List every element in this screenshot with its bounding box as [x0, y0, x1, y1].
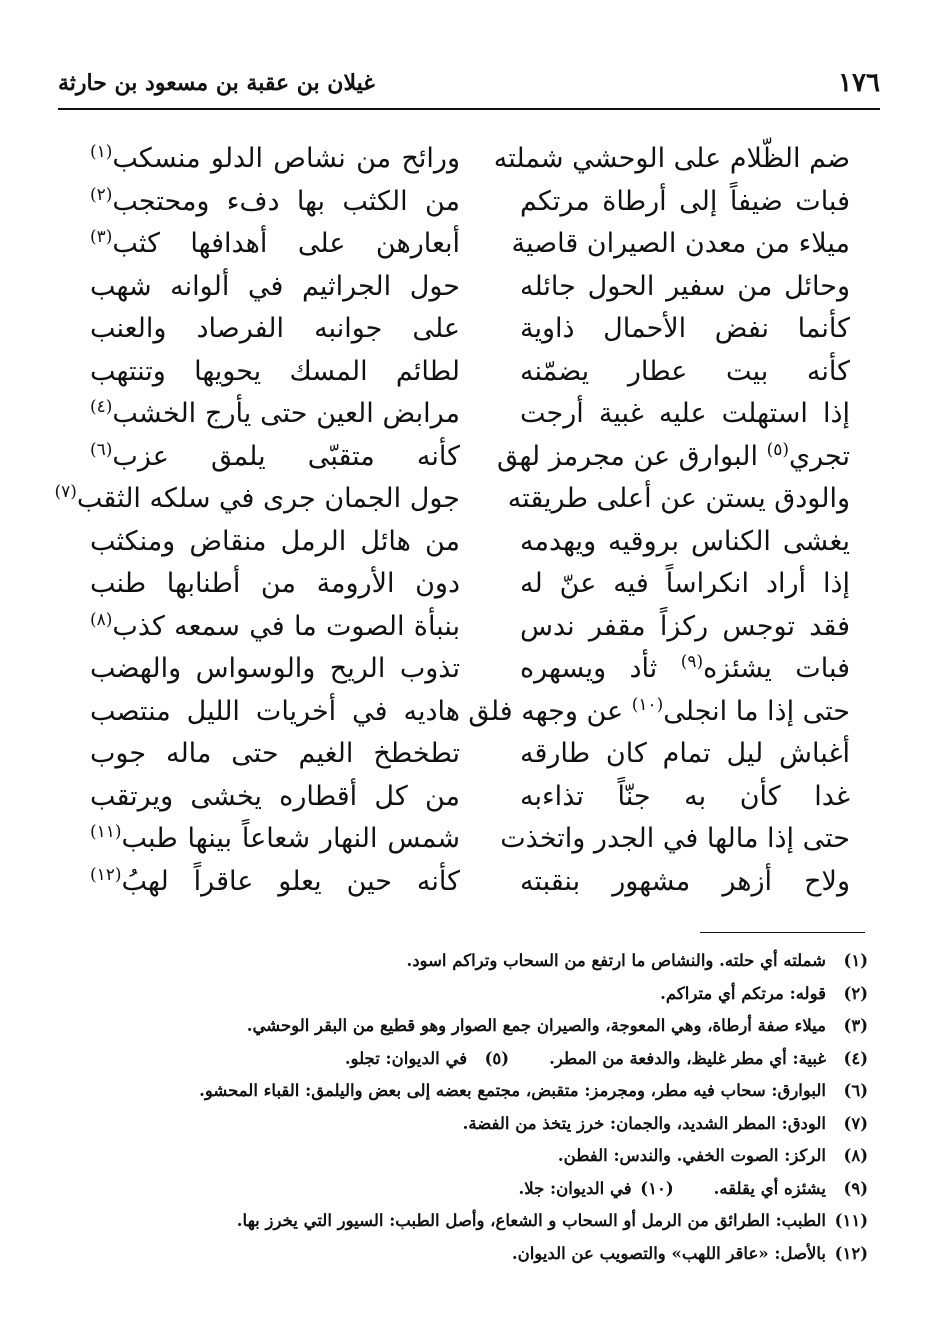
verse — [90, 308, 850, 350]
hemistich-text-start: تجري — [789, 440, 850, 472]
hemistich-text: يغشى الكناس بروقيه ويهدمه — [520, 525, 850, 557]
footnote-text: شملته أي حلته. والنشاص ما ارتفع من السحاب وتراكم اسود. — [406, 951, 826, 970]
footnote-marker: (٤) — [90, 397, 113, 417]
footnote-text: بالأصل: «عاقر اللهب» والتصويب عن الديوان. — [511, 1243, 826, 1263]
footnote-text: الركز: الصوت الخفي. والندس: الفطن. — [557, 1146, 826, 1165]
verse-second-hemistich — [90, 733, 460, 775]
footnote-marker: (٨) — [90, 609, 113, 630]
verse-first-hemistich — [520, 776, 850, 818]
hemistich-text: شمس النهار شعاعاً بينها طبب — [121, 823, 460, 854]
hemistich-text: جول الجمان جرى في سلكه الثقب — [76, 483, 460, 514]
hemistich-text: لطائم المسك يحويها وتنتهب — [90, 355, 460, 387]
hemistich-text: فبات ضيفاً إلى أرطاة مرتكم — [520, 185, 850, 217]
verse-second-hemistich — [90, 818, 460, 860]
hemistich-text: ورائح من نشاص الدلو منسكب — [112, 143, 460, 174]
hemistich-text: وحائل من سفير الحول جائله — [520, 270, 850, 302]
hemistich-text: هاديه في أخريات الليل منتصب — [90, 695, 460, 727]
footnote-marker: (١) — [90, 142, 113, 162]
verse-first-hemistich — [496, 436, 850, 478]
footnote-number: (٨) — [843, 1146, 868, 1165]
verse-second-hemistich — [90, 393, 460, 435]
footnote-number: (٥) — [484, 1048, 510, 1068]
verse-first-hemistich — [520, 563, 850, 605]
footnote-marker: (٩) — [680, 652, 704, 672]
verse-second-hemistich — [90, 181, 460, 223]
footnote — [68, 1010, 868, 1043]
verse-second-hemistich — [90, 563, 460, 605]
footnote-number: (١١) — [834, 1211, 868, 1230]
verse-second-hemistich — [54, 478, 460, 520]
hemistich-text-start: فبات يشئزه — [703, 653, 850, 684]
verse — [90, 733, 850, 775]
running-title: غيلان بن عقبة بن مسعود بن حارثة — [58, 70, 375, 96]
footnote-marker: (٥) — [766, 439, 790, 460]
hemistich-text: ولاح أزهر مشهور بنقبته — [520, 865, 850, 897]
footnote-text: قوله: مرتكم أي متراكم. — [660, 983, 826, 1003]
hemistich-text: كأنه حين يعلو عاقراً لهبُ — [121, 865, 460, 897]
hemistich-text: إذا استهلت عليه غبية أرجت — [520, 398, 850, 429]
verse-first-hemistich — [500, 818, 850, 860]
footnote — [68, 1140, 868, 1173]
footnote-number: (٩) — [843, 1178, 868, 1198]
verse-second-hemistich — [90, 521, 460, 563]
footnote-text: يشئزه أي يقلقه. — [713, 1178, 826, 1198]
verse-second-hemistich — [90, 223, 460, 265]
hemistich-text: حول الجراثيم في ألوانه شهب — [90, 270, 460, 302]
footnote-number: (٢) — [843, 983, 868, 1003]
footnote-number: (١٠) — [640, 1178, 674, 1198]
hemistich-text: على جوانبه الفرصاد والعنب — [90, 313, 460, 344]
footnote-number: (٤) — [843, 1048, 868, 1068]
footnote-marker: (١٢) — [90, 864, 122, 885]
verse-first-hemistich — [520, 181, 850, 223]
hemistich-text: كأنه بيت عطار يضمّنه — [520, 355, 850, 387]
footnotes — [68, 945, 868, 1270]
hemistich-text: أبعارهن على أهدافها كثب — [112, 228, 460, 259]
hemistich-text: من الكثب بها دفء ومحتجب — [112, 185, 460, 217]
hemistich-text: البوارق عن مجرمز لهق — [496, 440, 767, 472]
hemistich-text: أغباش ليل تمام كان طارقه — [520, 738, 850, 769]
verse — [90, 648, 850, 690]
footnote — [68, 945, 868, 978]
verse — [90, 393, 850, 435]
footnote — [68, 978, 868, 1011]
verse-first-hemistich — [468, 691, 850, 733]
hemistich-text: من هائل الرمل منقاض ومنكثب — [90, 525, 460, 557]
footnote-marker: (٦) — [90, 439, 113, 460]
verse — [90, 436, 850, 478]
hemistich-text: ضم الظّلام على الوحشي شملته — [493, 143, 850, 174]
verse — [90, 776, 850, 818]
footnote-marker: (٧) — [54, 482, 77, 502]
verse — [90, 563, 850, 605]
footnote — [68, 1205, 868, 1238]
hemistich-text: حتى إذا مالها في الجدر واتخذت — [500, 823, 850, 854]
hemistich-text: غدا كأن به جنّاً تذاءبه — [520, 780, 850, 812]
footnote-text: ميلاء صفة أرطاة، وهي المعوجة، والصيران جمع الصوار وهو قطيع من البقر الوحشي. — [246, 1016, 826, 1035]
verse-second-hemistich — [90, 691, 460, 733]
footnote — [68, 1173, 868, 1206]
footnote-marker: (٢) — [90, 184, 113, 205]
hemistich-text: ثأد ويسهره — [520, 653, 681, 684]
verse — [90, 691, 850, 733]
hemistich-text: مرابض العين حتى يأرج الخشب — [112, 398, 460, 429]
verse — [90, 266, 850, 308]
verse-second-hemistich — [90, 606, 460, 648]
hemistich-text: كأنما نفض الأحمال ذاوية — [520, 313, 850, 344]
footnote-number: (٧) — [843, 1113, 868, 1133]
footnote-text: الطبب: الطرائق من الرمل أو السحاب و الشعاع، وأصل الطبب: السيور التي يخرز بها. — [236, 1211, 826, 1230]
footnote-text: البوارق: سحاب فيه مطر، ومجرمز: متقبض، مجتمع بعضه إلى بعض واليلمق: القباء المحشو. — [199, 1081, 826, 1100]
verse-first-hemistich — [511, 223, 850, 265]
verse-second-hemistich — [90, 776, 460, 818]
footnote — [68, 1075, 868, 1108]
hemistich-text: والودق يستن عن أعلى طريقته — [507, 483, 850, 514]
hemistich-text: عن وجهه فلق — [468, 695, 632, 727]
hemistich-text-start: حتى إذا ما انجلى — [663, 695, 850, 727]
verse-first-hemistich — [520, 351, 850, 393]
footnote-number: (١٢) — [834, 1243, 868, 1263]
verse — [90, 521, 850, 563]
verse-second-hemistich — [90, 351, 460, 393]
hemistich-text: تذوب الريح والوسواس والهضب — [90, 653, 460, 684]
verse — [90, 351, 850, 393]
footnote-marker: (١١) — [90, 822, 122, 842]
verse-first-hemistich — [520, 648, 850, 690]
verse-second-hemistich — [90, 861, 460, 903]
verse-first-hemistich — [493, 138, 850, 180]
verse-first-hemistich — [520, 308, 850, 350]
verse — [90, 181, 850, 223]
verse — [90, 818, 850, 860]
verse-first-hemistich — [520, 266, 850, 308]
footnote — [68, 1043, 868, 1076]
footnote-text: في الديوان: تجلو. — [344, 1048, 468, 1068]
footnote — [68, 1238, 868, 1271]
hemistich-text: فقد توجس ركزاً مقفر ندس — [520, 610, 850, 642]
hemistich-text: دون الأرومة من أطنابها طنب — [90, 568, 460, 599]
footnote-marker: (١٠) — [631, 694, 664, 715]
verse-second-hemistich — [90, 266, 460, 308]
page-header — [58, 64, 880, 104]
verse-second-hemistich — [90, 648, 460, 690]
verse-first-hemistich — [520, 861, 850, 903]
hemistich-text: ميلاء من معدن الصيران قاصية — [511, 228, 850, 259]
header-rule — [58, 108, 880, 110]
verse-first-hemistich — [520, 393, 850, 435]
verse — [90, 861, 850, 903]
poem — [54, 138, 850, 908]
verse-first-hemistich — [520, 733, 850, 775]
hemistich-text: من كل أقطاره يخشى ويرتقب — [90, 780, 460, 812]
verse-first-hemistich — [507, 478, 850, 520]
verse-second-hemistich — [90, 138, 460, 180]
verse-second-hemistich — [90, 308, 460, 350]
footnote-separator — [700, 932, 865, 933]
hemistich-text: تطخطخ الغيم حتى ماله جوب — [90, 738, 460, 769]
footnote-marker: (٣) — [90, 227, 113, 247]
verse — [54, 478, 850, 520]
verse-first-hemistich — [520, 521, 850, 563]
hemistich-text: إذا أراد انكراساً فيه عنّ له — [520, 568, 850, 599]
footnote-text: الودق: المطر الشديد، والجمان: خرز يتخذ من الفضة. — [462, 1113, 826, 1133]
page-number: ١٧٦ — [838, 68, 880, 98]
footnote-number: (٣) — [843, 1016, 868, 1035]
footnote-number: (٦) — [843, 1081, 868, 1100]
hemistich-text: كأنه متقبّى يلمق عزب — [112, 440, 460, 472]
footnote — [68, 1108, 868, 1141]
verse-first-hemistich — [520, 606, 850, 648]
footnote-text: غبية: أي مطر غليظ، والدفعة من المطر. — [549, 1048, 826, 1068]
footnote-text: في الديوان: جلا. — [518, 1178, 632, 1198]
footnote-number: (١) — [843, 951, 868, 970]
verse — [90, 138, 850, 180]
verse — [90, 223, 850, 265]
hemistich-text: بنبأة الصوت ما في سمعه كذب — [112, 610, 460, 642]
verse-second-hemistich — [90, 436, 460, 478]
verse — [90, 606, 850, 648]
